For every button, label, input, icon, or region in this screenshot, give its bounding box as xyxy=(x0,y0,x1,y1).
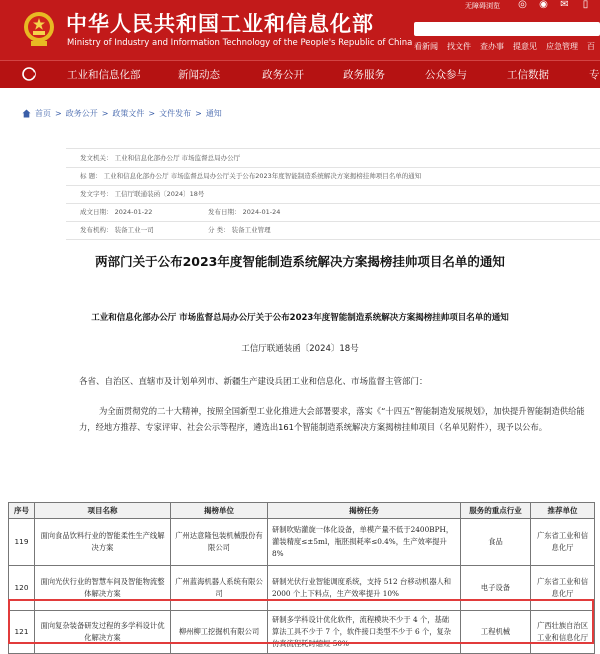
site-title[interactable]: 中华人民共和国工业和信息化部 xyxy=(66,12,374,36)
cell-no: 121 xyxy=(9,611,35,654)
cell-project-name: 面向复杂装备研发过程的多学科设计优化解决方案 xyxy=(35,611,171,654)
table-header-row xyxy=(9,503,595,519)
document-number: 工信厅联通装函〔2024〕18号 xyxy=(241,344,359,354)
header-recommender: 推荐单位 xyxy=(531,503,595,519)
breadcrumb xyxy=(22,108,222,119)
nav-item-more[interactable]: 专 xyxy=(589,69,600,81)
site-subtitle: Ministry of Industry and Information Technology of the People's Republic of China xyxy=(67,38,413,48)
cell-industry: 食品 xyxy=(461,519,531,566)
header-no: 序号 xyxy=(9,503,35,519)
site-header xyxy=(0,0,600,60)
breadcrumb-notice[interactable]: 通知 xyxy=(205,109,222,118)
document-greeting: 各省、自治区、直辖市及计划单列市、新疆生产建设兵团工业和信息化、市场监督主管部门： xyxy=(79,377,428,387)
document-metadata xyxy=(66,148,600,234)
breadcrumb-separator: > xyxy=(148,109,156,118)
top-icon-bar xyxy=(516,0,592,10)
document-title: 两部门关于公布2023年度智能制造系统解决方案揭榜挂帅项目名单的通知 xyxy=(95,254,505,269)
meta-agency-row xyxy=(66,221,600,240)
quick-link-suggest[interactable]: 提意见 xyxy=(513,42,537,51)
cell-task: 研制吹贴灌旋一体化设备，单模产量不低于2400BPH，灌装精度≤±5ml，瓶胚损耗率≤0.4%，生产效率提升 8% xyxy=(268,519,461,566)
cell-unit: 广州蓝海机器人系统有限公司 xyxy=(171,566,268,611)
table-row xyxy=(9,611,595,654)
breadcrumb-separator: > xyxy=(55,109,62,118)
national-emblem-icon xyxy=(22,10,56,48)
quick-link-emergency[interactable]: 应急管理 xyxy=(546,42,578,51)
quick-link-more[interactable]: 百 xyxy=(587,42,595,51)
mobile-icon[interactable]: ▯ xyxy=(582,0,589,10)
quick-link-services[interactable]: 查办事 xyxy=(480,42,504,51)
meta-agency: 发布机构： 装备工业一司 xyxy=(80,226,154,234)
cell-unit: 柳州柳工挖掘机有限公司 xyxy=(171,611,268,654)
breadcrumb-home[interactable]: 首页 xyxy=(35,109,51,118)
quick-links xyxy=(414,41,595,52)
barrier-free-link[interactable]: 无障碍浏览 xyxy=(465,2,500,10)
table-row xyxy=(9,519,595,566)
meta-issuer-row xyxy=(66,149,600,168)
header-task: 揭榜任务 xyxy=(268,503,461,519)
cell-project-name: 面向光伏行业的智慧车间及智能物流整体解决方案 xyxy=(35,566,171,611)
wechat-icon[interactable]: ◉ xyxy=(539,0,548,10)
breadcrumb-policy-files[interactable]: 政策文件 xyxy=(112,109,145,118)
project-table xyxy=(8,502,595,654)
breadcrumb-separator: > xyxy=(195,109,202,118)
meta-category: 分 类： 装备工业管理 xyxy=(208,226,271,234)
meta-title-row xyxy=(66,167,600,186)
meta-doc-number: 发文字号： 工信厅联通装函〔2024〕18号 xyxy=(80,190,205,198)
main-nav xyxy=(0,60,600,88)
cell-project-name: 面向食品饮料行业的智能柔性生产线解决方案 xyxy=(35,519,171,566)
header-project-name: 项目名称 xyxy=(35,503,171,519)
cell-industry: 工程机械 xyxy=(461,611,531,654)
home-icon xyxy=(22,109,31,118)
meta-docno-row xyxy=(66,185,600,204)
header-unit: 揭榜单位 xyxy=(171,503,268,519)
nav-item-public-affairs[interactable]: 政务公开 xyxy=(262,69,304,81)
table-row xyxy=(9,566,595,611)
cell-recommender: 广东省工业和信息化厅 xyxy=(531,566,595,611)
cell-no: 120 xyxy=(9,566,35,611)
breadcrumb-separator: > xyxy=(101,109,109,118)
mail-icon[interactable]: ✉ xyxy=(560,0,569,10)
ministry-logo-icon xyxy=(22,67,36,81)
meta-title: 标 题： 工业和信息化部办公厅 市场监督总局办公厅关于公布2023年度智能制造系统解决方案揭榜挂帅项目名单的通知 xyxy=(80,172,422,180)
nav-item-data[interactable]: 工信数据 xyxy=(507,69,549,81)
document-body: 为全面贯彻党的二十大精神，按照全国新型工业化推进大会部署要求，落实《“十四五”智能制造发展规划》，加快提升智能制造供给能力，经地方推荐、专家评审、社会公示等程序，遴选出161个智能制造系统解决方案揭榜挂帅项目（名单见附件），现予以公布。 xyxy=(79,406,585,432)
quick-link-news[interactable]: 看新闻 xyxy=(414,42,438,51)
breadcrumb-public-affairs[interactable]: 政务公开 xyxy=(65,109,98,118)
nav-item-news[interactable]: 新闻动态 xyxy=(178,69,220,81)
weibo-icon[interactable]: ◎ xyxy=(518,0,527,10)
meta-issuer: 发文机关： 工业和信息化部办公厅 市场监督总局办公厅 xyxy=(80,154,241,162)
cell-no: 119 xyxy=(9,519,35,566)
cell-task: 研制多学科设计优化软件，流程模块不少于 4 个，基础算法工具不少于 7 个，软件接口类型不少于 6 个，复杂仿真流程耗时缩短 50% xyxy=(268,611,461,654)
quick-link-files[interactable]: 找文件 xyxy=(447,42,471,51)
cell-recommender: 广西壮族自治区工业和信息化厅 xyxy=(531,611,595,654)
cell-unit: 广州达意隆包装机械股份有限公司 xyxy=(171,519,268,566)
cell-recommender: 广东省工业和信息化厅 xyxy=(531,519,595,566)
meta-dates-row xyxy=(66,203,600,222)
cell-industry: 电子设备 xyxy=(461,566,531,611)
nav-item-ministry[interactable]: 工业和信息化部 xyxy=(67,69,141,81)
meta-publish-date: 发布日期： 2024-01-24 xyxy=(208,208,281,216)
header-industry: 服务的重点行业 xyxy=(461,503,531,519)
document-subtitle: 工业和信息化部办公厅 市场监督总局办公厅关于公布2023年度智能制造系统解决方案揭榜挂帅项目名单的通知 xyxy=(91,313,509,323)
nav-item-participation[interactable]: 公众参与 xyxy=(425,69,467,81)
meta-issue-date: 成文日期： 2024-01-22 xyxy=(80,208,153,216)
search-input[interactable] xyxy=(414,22,600,36)
nav-item-services[interactable]: 政务服务 xyxy=(343,69,385,81)
cell-task: 研制光伏行业智能调度系统，支持 512 台移动机器人和 2000 个上下料点，生产效率提升 10% xyxy=(268,566,461,611)
breadcrumb-file-release[interactable]: 文件发布 xyxy=(159,109,192,118)
